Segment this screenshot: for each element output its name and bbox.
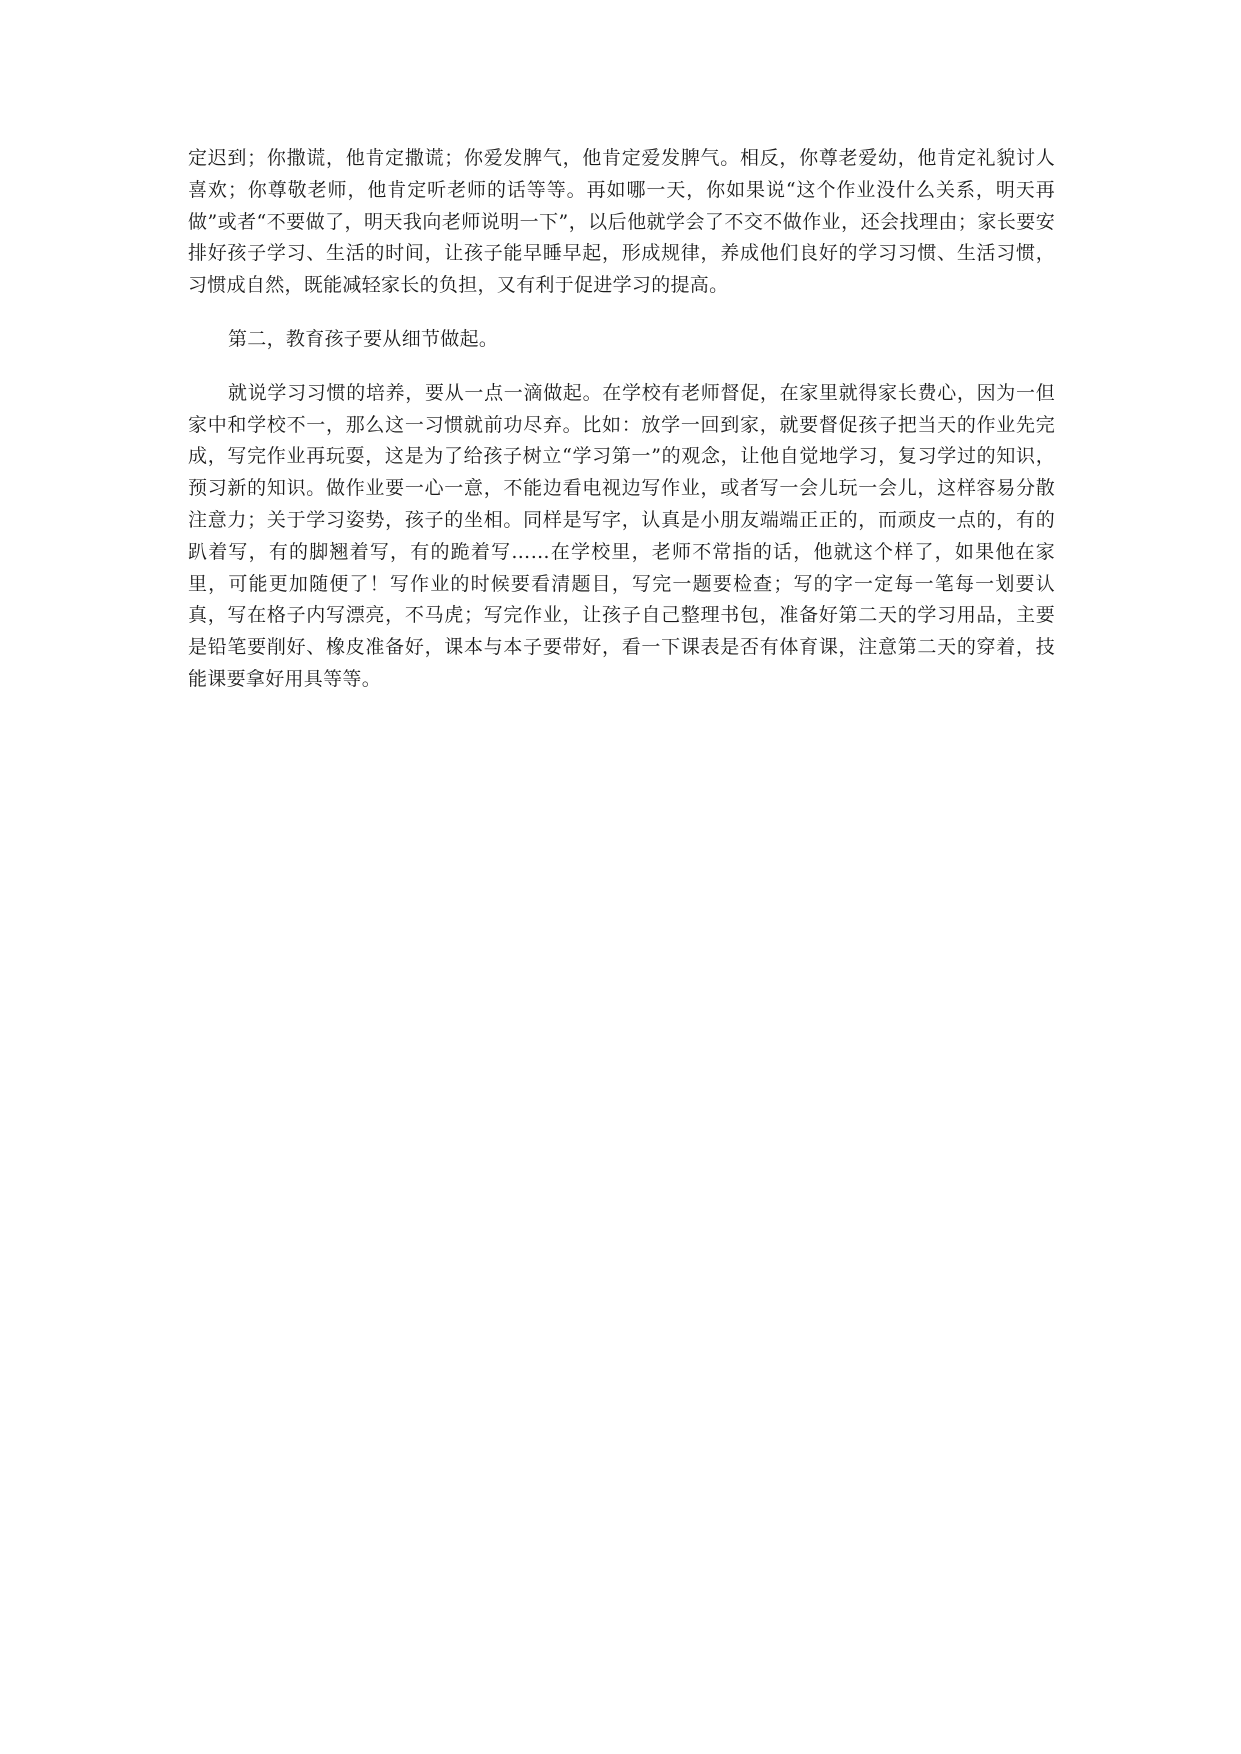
document-page — [188, 143, 1055, 696]
paragraph-continuation: 定迟到；你撒谎，他肯定撒谎；你爱发脾气，他肯定爱发脾气。相反，你尊老爱幼，他肯定礼貌讨人喜欢；你尊敬老师，他肯定听老师的话等等。再如哪一天，你如果说“这个作业没什么关系，明天再做”或者“不要做了，明天我向老师说明一下”，以后他就学会了不交不做作业，还会找理由；家长要安排好孩子学习、生活的时间，让孩子能早睡早起，形成规律，养成他们良好的学习习惯、生活习惯，习惯成自然，既能减轻家长的负担，又有利于促进学习的提高。 — [188, 147, 1055, 297]
paragraph-study-habits: 就说学习习惯的培养，要从一点一滴做起。在学校有老师督促，在家里就得家长费心，因为一但家中和学校不一，那么这一习惯就前功尽弃。比如：放学一回到家，就要督促孩子把当天的作业先完成，写完作业再玩耍，这是为了给孩子树立“学习第一”的观念，让他自觉地学习，复习学过的知识，预习新的知识。做作业要一心一意，不能边看电视边写作业，或者写一会儿玩一会儿，这样容易分散注意力；关于学习姿势，孩子的坐相。同样是写字，认真是小朋友端端正正的，而顽皮一点的，有的趴着写，有的脚翘着写，有的跪着写……在学校里，老师不常指的话，他就这个样了，如果他在家里，可能更加随便了！写作业的时候要看清题目，写完一题要检查；写的字一定每一笔每一划要认真，写在格子内写漂亮，不马虎；写完作业，让孩子自己整理书包，准备好第二天的学习用品，主要是铅笔要削好、橡皮准备好，课本与本子要带好，看一下课表是否有体育课，注意第二天的穿着，技能课要拿好用具等等。 — [188, 381, 1055, 690]
section-heading-second: 第二，教育孩子要从细节做起。 — [228, 327, 499, 350]
